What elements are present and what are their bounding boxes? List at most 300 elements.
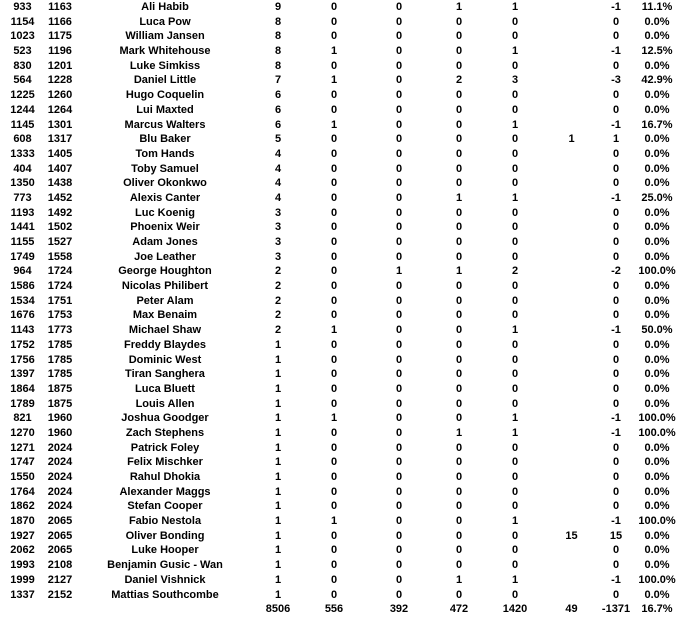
cell-percentage[interactable]: 100.0% (638, 573, 676, 586)
cell-net[interactable]: 0 (612, 441, 620, 454)
cell-col-5[interactable]: 1 (511, 191, 519, 204)
cell-col-5[interactable]: 0 (511, 294, 519, 307)
cell-col-1[interactable]: 4 (274, 162, 282, 175)
cell-id-b[interactable]: 1201 (47, 59, 73, 72)
cell-col-1[interactable]: 1 (274, 515, 282, 528)
cell-percentage[interactable]: 25.0% (641, 191, 673, 204)
cell-col-6[interactable] (543, 162, 600, 177)
cell-col-1[interactable]: 1 (274, 426, 282, 439)
cell-col-5[interactable]: 1 (511, 515, 519, 528)
cell-col-2[interactable]: 0 (330, 280, 338, 293)
cell-net[interactable]: 0 (612, 294, 620, 307)
cell-col-2[interactable]: 0 (330, 500, 338, 513)
cell-col-3[interactable]: 0 (395, 30, 403, 43)
cell-percentage[interactable]: 0.0% (644, 544, 670, 557)
cell-id-b[interactable]: 1260 (47, 89, 73, 102)
cell-col-4[interactable]: 0 (455, 280, 463, 293)
cell-col-1[interactable]: 7 (274, 74, 282, 87)
cell-id-b[interactable]: 2065 (47, 544, 73, 557)
cell-id-b[interactable]: 1228 (47, 74, 73, 87)
cell-id-b[interactable]: 1492 (47, 206, 73, 219)
cell-col-6[interactable] (543, 294, 600, 309)
cell-col-2[interactable]: 0 (330, 191, 338, 204)
cell-id-a[interactable]: 1747 (10, 456, 35, 469)
cell-net[interactable]: 0 (612, 250, 620, 263)
cell-player-name[interactable]: Freddy Blaydes (124, 338, 206, 351)
cell-id-a[interactable]: 1789 (10, 397, 35, 410)
cell-id-a[interactable]: 523 (13, 45, 32, 58)
cell-col-3[interactable]: 0 (395, 573, 403, 586)
cell-col-6[interactable] (543, 279, 600, 294)
cell-id-b[interactable]: 1753 (47, 309, 73, 322)
cell-net[interactable]: 0 (612, 59, 620, 72)
cell-id-a[interactable]: 1756 (10, 353, 35, 366)
cell-id-b[interactable]: 1438 (47, 177, 73, 190)
cell-col-2[interactable]: 0 (330, 294, 338, 307)
cell-percentage[interactable]: 0.0% (644, 236, 670, 248)
cell-net[interactable]: -1 (611, 426, 621, 439)
cell-net[interactable]: 0 (612, 221, 620, 234)
cell-col-2[interactable]: 0 (330, 368, 338, 381)
cell-col-6[interactable] (543, 499, 600, 514)
cell-col-4[interactable]: 1 (455, 191, 463, 204)
cell-net[interactable]: -1 (611, 45, 621, 58)
cell-col-2[interactable]: 0 (330, 236, 338, 248)
cell-col-5[interactable]: 0 (511, 15, 519, 28)
cell-id-a[interactable]: 404 (13, 162, 32, 175)
cell-col-5[interactable]: 1 (511, 412, 519, 425)
cell-col-5[interactable]: 0 (511, 103, 519, 116)
cell-col-4[interactable]: 0 (455, 544, 463, 557)
cell-col-5[interactable]: 0 (511, 368, 519, 381)
cell-id-b[interactable]: 1960 (47, 412, 73, 425)
cell-percentage[interactable]: 0.0% (644, 500, 670, 513)
cell-col-5[interactable]: 0 (511, 236, 519, 248)
cell-col-5[interactable]: 0 (511, 338, 519, 351)
cell-col-1[interactable]: 1 (274, 529, 282, 542)
cell-net[interactable]: -1 (611, 1, 621, 13)
cell-col-1[interactable]: 3 (274, 250, 282, 263)
cell-player-name[interactable]: Hugo Coquelin (125, 89, 205, 102)
cell-id-a[interactable]: 1862 (10, 500, 35, 513)
cell-col-6[interactable] (543, 397, 600, 412)
cell-col-6[interactable] (543, 543, 600, 558)
cell-col-3[interactable]: 392 (389, 603, 409, 616)
cell-id-a[interactable]: 2062 (10, 544, 35, 557)
cell-player-name[interactable]: Toby Samuel (131, 162, 199, 175)
cell-percentage[interactable]: 100.0% (638, 515, 676, 528)
cell-id-b[interactable]: 1301 (47, 118, 73, 131)
cell-col-5[interactable]: 0 (511, 529, 519, 542)
cell-net[interactable]: -2 (611, 265, 621, 278)
cell-player-name[interactable]: George Houghton (118, 265, 212, 278)
cell-id-b[interactable]: 1502 (47, 221, 73, 234)
cell-col-6[interactable] (543, 59, 600, 74)
cell-col-4[interactable]: 1 (455, 426, 463, 439)
cell-col-2[interactable]: 0 (330, 588, 338, 601)
cell-id-a[interactable]: 1999 (10, 573, 35, 586)
cell-col-5[interactable]: 0 (511, 162, 519, 175)
cell-col-1[interactable]: 4 (274, 177, 282, 190)
cell-percentage[interactable]: 16.7% (641, 118, 673, 131)
cell-col-1[interactable]: 2 (274, 265, 282, 278)
cell-percentage[interactable]: 11.1% (641, 1, 673, 13)
cell-net[interactable]: -1371 (601, 603, 631, 616)
cell-col-5[interactable]: 0 (511, 177, 519, 190)
cell-col-3[interactable]: 0 (395, 294, 403, 307)
cell-player-name[interactable]: Luke Hooper (131, 544, 199, 557)
cell-id-a[interactable]: 773 (13, 191, 32, 204)
cell-col-2[interactable]: 0 (330, 147, 338, 160)
cell-id-a[interactable]: 1993 (10, 559, 35, 572)
cell-id-a[interactable]: 821 (13, 412, 32, 425)
cell-col-4[interactable]: 0 (455, 133, 463, 146)
cell-player-name[interactable]: Zach Stephens (125, 426, 205, 439)
cell-col-5[interactable]: 1 (511, 1, 519, 13)
cell-col-5[interactable]: 0 (511, 471, 519, 483)
cell-id-b[interactable]: 1875 (47, 382, 73, 395)
cell-col-6[interactable] (543, 73, 600, 88)
cell-col-5[interactable]: 0 (511, 588, 519, 601)
cell-col-1[interactable]: 1 (274, 544, 282, 557)
cell-col-3[interactable]: 0 (395, 162, 403, 175)
cell-id-a[interactable]: 1534 (10, 294, 35, 307)
cell-col-2[interactable]: 1 (330, 118, 338, 131)
cell-col-3[interactable]: 0 (395, 559, 403, 572)
cell-col-2[interactable]: 0 (330, 177, 338, 190)
cell-id-b[interactable]: 1196 (48, 45, 72, 58)
cell-col-5[interactable]: 0 (511, 89, 519, 102)
cell-col-6[interactable] (543, 308, 600, 323)
cell-col-6[interactable] (543, 455, 600, 470)
cell-col-4[interactable]: 0 (455, 30, 463, 43)
cell-net[interactable]: 0 (612, 15, 620, 28)
cell-id-b[interactable]: 2108 (47, 559, 73, 572)
cell-col-3[interactable]: 0 (395, 382, 403, 395)
cell-net[interactable]: 0 (612, 103, 620, 116)
cell-col-5[interactable]: 0 (511, 309, 519, 322)
cell-id-b[interactable]: 1785 (47, 368, 73, 381)
cell-col-5[interactable]: 0 (511, 397, 519, 410)
cell-col-2[interactable]: 556 (324, 603, 344, 616)
cell-col-1[interactable]: 3 (274, 206, 282, 219)
cell-col-1[interactable]: 1 (274, 338, 282, 351)
cell-percentage[interactable]: 0.0% (644, 529, 670, 542)
cell-col-3[interactable]: 0 (395, 206, 403, 219)
cell-id-a[interactable]: 1397 (10, 368, 35, 381)
cell-percentage[interactable]: 0.0% (644, 382, 670, 395)
cell-col-2[interactable]: 0 (330, 133, 338, 146)
cell-net[interactable]: 0 (612, 485, 620, 498)
cell-col-4[interactable]: 0 (455, 118, 463, 131)
cell-col-5[interactable]: 0 (511, 280, 519, 293)
cell-col-5[interactable]: 2 (511, 265, 519, 278)
cell-player-name[interactable] (75, 602, 255, 617)
cell-col-5[interactable]: 1 (511, 324, 519, 337)
cell-col-4[interactable]: 2 (455, 74, 463, 87)
cell-player-name[interactable]: Oliver Bonding (125, 529, 205, 542)
cell-col-2[interactable]: 1 (330, 324, 338, 337)
cell-col-4[interactable]: 0 (455, 441, 463, 454)
cell-col-2[interactable]: 0 (330, 103, 338, 116)
cell-percentage[interactable]: 100.0% (638, 426, 676, 439)
cell-col-6[interactable] (543, 470, 600, 485)
cell-col-1[interactable]: 1 (274, 588, 282, 601)
cell-col-1[interactable]: 8 (274, 59, 282, 72)
cell-col-1[interactable]: 1 (274, 485, 282, 498)
cell-col-4[interactable]: 0 (455, 588, 463, 601)
cell-percentage[interactable]: 0.0% (644, 250, 670, 263)
cell-col-3[interactable]: 1 (395, 265, 403, 278)
cell-id-a[interactable]: 608 (13, 133, 32, 146)
cell-col-3[interactable]: 0 (395, 191, 403, 204)
cell-col-3[interactable]: 0 (395, 309, 403, 322)
cell-col-2[interactable]: 0 (330, 573, 338, 586)
cell-col-6[interactable] (543, 0, 600, 15)
cell-player-name[interactable]: Lui Maxted (136, 103, 194, 116)
cell-col-3[interactable]: 0 (395, 1, 403, 13)
cell-col-2[interactable]: 0 (330, 15, 338, 28)
cell-col-6[interactable] (543, 264, 600, 279)
cell-col-6[interactable] (543, 485, 600, 500)
cell-player-name[interactable]: Mattias Southcombe (111, 588, 219, 601)
cell-col-5[interactable]: 0 (511, 59, 519, 72)
cell-col-6[interactable] (543, 367, 600, 382)
cell-col-1[interactable]: 9 (274, 1, 282, 13)
cell-col-1[interactable]: 8 (274, 15, 282, 28)
cell-col-6[interactable] (543, 250, 600, 265)
cell-net[interactable]: 0 (612, 147, 620, 160)
cell-percentage[interactable]: 100.0% (638, 412, 676, 425)
cell-percentage[interactable]: 100.0% (638, 265, 676, 278)
cell-col-4[interactable]: 0 (455, 412, 463, 425)
cell-id-b[interactable]: 1558 (47, 250, 73, 263)
cell-percentage[interactable]: 0.0% (644, 162, 670, 175)
cell-percentage[interactable]: 0.0% (644, 206, 670, 219)
cell-percentage[interactable]: 0.0% (644, 280, 670, 293)
cell-player-name[interactable]: Blu Baker (139, 133, 191, 146)
cell-player-name[interactable]: Alexis Canter (129, 191, 201, 204)
cell-col-6[interactable] (543, 15, 600, 30)
cell-col-4[interactable]: 0 (455, 529, 463, 542)
cell-col-2[interactable]: 0 (330, 206, 338, 219)
cell-col-2[interactable]: 1 (330, 74, 338, 87)
cell-col-6[interactable] (543, 44, 600, 59)
cell-percentage[interactable]: 0.0% (644, 133, 670, 146)
cell-col-4[interactable]: 1 (455, 265, 463, 278)
cell-id-a[interactable]: 964 (13, 265, 32, 278)
cell-id-b[interactable]: 1785 (47, 338, 73, 351)
cell-id-b[interactable]: 1407 (47, 162, 73, 175)
cell-id-a[interactable]: 1271 (10, 441, 35, 454)
cell-id-a[interactable]: 830 (13, 59, 32, 72)
cell-id-b[interactable]: 2024 (47, 441, 73, 454)
cell-col-1[interactable]: 5 (274, 133, 282, 146)
cell-id-b[interactable]: 2024 (47, 485, 73, 498)
cell-id-a[interactable]: 1752 (10, 338, 35, 351)
cell-player-name[interactable]: Dominic West (128, 353, 202, 366)
cell-col-4[interactable]: 0 (455, 559, 463, 572)
cell-player-name[interactable]: Peter Alam (136, 294, 194, 307)
cell-id-b[interactable]: 1166 (48, 15, 72, 28)
cell-col-6[interactable] (543, 235, 600, 250)
cell-id-b[interactable] (45, 602, 75, 617)
cell-col-5[interactable]: 0 (511, 206, 519, 219)
cell-id-b[interactable]: 1773 (47, 324, 73, 337)
cell-id-b[interactable]: 1785 (47, 353, 73, 366)
cell-player-name[interactable]: Joshua Goodger (121, 412, 209, 425)
cell-percentage[interactable]: 16.7% (641, 603, 673, 616)
cell-col-3[interactable]: 0 (395, 338, 403, 351)
cell-col-4[interactable]: 1 (455, 1, 463, 13)
cell-net[interactable]: 0 (612, 338, 620, 351)
cell-net[interactable]: 0 (612, 500, 620, 513)
cell-percentage[interactable]: 0.0% (644, 559, 670, 572)
cell-id-a[interactable]: 1333 (10, 147, 35, 160)
cell-id-b[interactable]: 2065 (47, 529, 73, 542)
cell-col-3[interactable]: 0 (395, 45, 403, 58)
cell-col-2[interactable]: 0 (330, 441, 338, 454)
cell-percentage[interactable]: 0.0% (644, 309, 670, 322)
cell-col-1[interactable]: 1 (274, 353, 282, 366)
cell-col-3[interactable]: 0 (395, 441, 403, 454)
cell-col-1[interactable]: 1 (274, 368, 282, 381)
cell-col-1[interactable]: 2 (274, 280, 282, 293)
cell-col-1[interactable]: 6 (274, 103, 282, 116)
cell-percentage[interactable]: 0.0% (644, 59, 670, 72)
cell-col-3[interactable]: 0 (395, 324, 403, 337)
cell-net[interactable]: 0 (612, 206, 620, 219)
cell-net[interactable]: -1 (611, 573, 621, 586)
cell-col-1[interactable]: 4 (274, 147, 282, 160)
cell-net[interactable]: 0 (612, 397, 620, 410)
cell-percentage[interactable]: 42.9% (641, 74, 673, 87)
cell-percentage[interactable]: 0.0% (644, 397, 670, 410)
cell-col-5[interactable]: 0 (511, 250, 519, 263)
cell-col-2[interactable]: 0 (330, 559, 338, 572)
cell-net[interactable]: 0 (612, 456, 620, 469)
cell-col-5[interactable]: 0 (511, 133, 519, 146)
cell-id-a[interactable]: 1676 (10, 309, 35, 322)
cell-col-4[interactable]: 0 (455, 103, 463, 116)
cell-id-a[interactable]: 1145 (10, 118, 35, 131)
cell-col-4[interactable]: 0 (455, 250, 463, 263)
cell-col-6[interactable] (543, 206, 600, 221)
cell-net[interactable]: 15 (609, 529, 623, 542)
cell-col-4[interactable]: 0 (455, 236, 463, 248)
cell-col-2[interactable]: 0 (330, 1, 338, 13)
cell-col-4[interactable]: 0 (455, 456, 463, 469)
cell-id-a[interactable]: 1337 (10, 588, 35, 601)
cell-col-6[interactable] (543, 426, 600, 441)
cell-col-3[interactable]: 0 (395, 471, 403, 483)
cell-col-3[interactable]: 0 (395, 544, 403, 557)
cell-net[interactable]: -1 (611, 191, 621, 204)
cell-col-2[interactable]: 1 (330, 45, 338, 58)
cell-col-2[interactable]: 0 (330, 382, 338, 395)
cell-player-name[interactable]: Benjamin Gusic - Wan (107, 559, 223, 572)
cell-col-4[interactable]: 0 (455, 89, 463, 102)
cell-col-2[interactable]: 0 (330, 89, 338, 102)
cell-net[interactable]: 0 (612, 471, 620, 483)
cell-col-3[interactable]: 0 (395, 412, 403, 425)
cell-net[interactable]: 0 (612, 30, 620, 43)
cell-col-2[interactable]: 0 (330, 162, 338, 175)
cell-col-3[interactable]: 0 (395, 426, 403, 439)
cell-col-3[interactable]: 0 (395, 485, 403, 498)
cell-col-2[interactable]: 0 (330, 30, 338, 43)
cell-player-name[interactable]: Fabio Nestola (128, 515, 202, 528)
cell-player-name[interactable]: Max Benaim (132, 309, 198, 322)
cell-player-name[interactable]: Tom Hands (135, 147, 195, 160)
cell-id-b[interactable]: 1724 (47, 280, 73, 293)
cell-col-1[interactable]: 6 (274, 118, 282, 131)
cell-col-2[interactable]: 1 (330, 515, 338, 528)
cell-col-2[interactable]: 0 (330, 221, 338, 234)
cell-col-1[interactable]: 1 (274, 397, 282, 410)
cell-col-3[interactable]: 0 (395, 103, 403, 116)
cell-id-a[interactable]: 1244 (10, 103, 35, 116)
cell-player-name[interactable]: Tiran Sanghera (125, 368, 205, 381)
cell-net[interactable]: 0 (612, 162, 620, 175)
cell-id-a[interactable]: 1155 (10, 236, 35, 248)
cell-col-3[interactable]: 0 (395, 177, 403, 190)
cell-col-1[interactable]: 1 (274, 500, 282, 513)
cell-col-2[interactable]: 0 (330, 426, 338, 439)
cell-percentage[interactable]: 0.0% (644, 588, 670, 601)
cell-col-3[interactable]: 0 (395, 74, 403, 87)
cell-col-3[interactable]: 0 (395, 221, 403, 234)
cell-col-1[interactable]: 6 (274, 89, 282, 102)
cell-col-6[interactable] (543, 338, 600, 353)
cell-id-a[interactable]: 1764 (10, 485, 35, 498)
cell-id-a[interactable]: 1350 (10, 177, 35, 190)
cell-id-b[interactable]: 1724 (47, 265, 73, 278)
cell-id-b[interactable]: 1527 (47, 236, 73, 248)
cell-net[interactable]: -1 (611, 118, 621, 131)
cell-net[interactable]: 0 (612, 236, 620, 248)
cell-player-name[interactable]: Stefan Cooper (127, 500, 203, 513)
cell-col-3[interactable]: 0 (395, 500, 403, 513)
cell-col-2[interactable]: 0 (330, 265, 338, 278)
cell-id-b[interactable]: 2065 (47, 515, 73, 528)
cell-col-6[interactable] (543, 29, 600, 44)
cell-col-5[interactable]: 0 (511, 221, 519, 234)
cell-col-3[interactable]: 0 (395, 280, 403, 293)
cell-id-a[interactable]: 1023 (10, 30, 35, 43)
cell-id-a[interactable]: 1270 (10, 426, 35, 439)
cell-col-2[interactable]: 0 (330, 471, 338, 483)
cell-id-a[interactable]: 1225 (10, 89, 35, 102)
cell-player-name[interactable]: Luc Koenig (135, 206, 195, 219)
cell-percentage[interactable]: 0.0% (644, 177, 670, 190)
cell-id-a[interactable]: 1441 (10, 221, 35, 234)
cell-col-4[interactable]: 0 (455, 147, 463, 160)
cell-id-b[interactable]: 2024 (47, 471, 73, 483)
cell-col-2[interactable]: 0 (330, 456, 338, 469)
cell-col-5[interactable]: 1420 (502, 603, 528, 616)
cell-id-a[interactable]: 1870 (10, 515, 35, 528)
cell-player-name[interactable]: Oliver Okonkwo (123, 177, 207, 190)
cell-col-5[interactable]: 0 (511, 382, 519, 395)
cell-col-2[interactable]: 0 (330, 309, 338, 322)
cell-player-name[interactable]: Daniel Little (133, 74, 197, 87)
cell-player-name[interactable]: Luke Simkiss (129, 59, 201, 72)
cell-id-b[interactable]: 1317 (47, 133, 73, 146)
cell-id-b[interactable]: 1452 (47, 191, 73, 204)
cell-col-1[interactable]: 1 (274, 382, 282, 395)
cell-percentage[interactable]: 0.0% (644, 89, 670, 102)
